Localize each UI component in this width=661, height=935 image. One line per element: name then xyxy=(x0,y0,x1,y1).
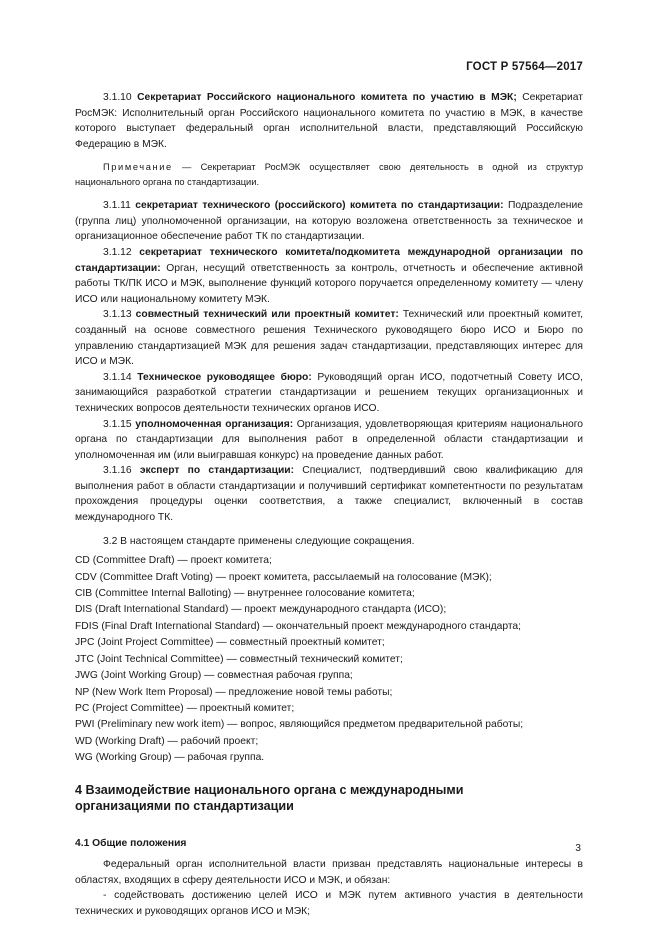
note-text: — Секретариат РосМЭК осуществляет свою деятельность в одной из структур национального органа по стандартизации. xyxy=(75,162,583,187)
list-item: FDIS (Final Draft International Standard) — окончательный проект международного стандарта; xyxy=(75,620,522,632)
list-item: JWG (Joint Working Group) — совместная рабочая группа; xyxy=(75,670,353,682)
list-item: CD (Committee Draft) — проект комитета; xyxy=(75,555,272,567)
term: уполномоченная организация: xyxy=(135,418,294,430)
definition-3-1-15: 3.1.15 уполномоченная организация: Организация, удовлетворяющая критериям национального органа по стандартизации для выполнения работ в определенной области стандартизации и уполномоченная им (или выигравшая конкурс) на проведение данных работ. xyxy=(75,418,583,461)
note-label: Примечание xyxy=(103,162,173,173)
list-item: JPC (Joint Project Committee) — совместный проектный комитет; xyxy=(75,637,385,649)
section-4-heading: 4 Взаимодействие национального органа с международными организациями по стандартизации xyxy=(75,782,464,813)
abbreviations-list xyxy=(75,553,583,766)
abbreviations-intro: 3.2 В настоящем стандарте применены следующие сокращения. xyxy=(103,535,415,547)
list-item: NP (New Work Item Proposal) — предложение новой темы работы; xyxy=(75,686,393,698)
term: совместный технический или проектный комитет: xyxy=(135,309,399,321)
list-item: CIB (Committee Internal Balloting) — внутреннее голосование комитета; xyxy=(75,588,415,600)
term: секретариат технического комитета/подкомитета международной организации по стандартизации: xyxy=(75,246,583,274)
definition-3-1-11: 3.1.11 секретариат технического (российского) комитета по стандартизации: Подразделение (группа лиц) уполномоченной организации, на которую возложена ответственность за техническое и организационное обеспечение работ ТК по стандартизации. xyxy=(75,200,583,243)
list-item: PWI (Preliminary new work item) — вопрос, являющийся предметом предварительной работы; xyxy=(75,719,524,731)
document-header: ГОСТ Р 57564—2017 xyxy=(466,61,583,73)
subsection-4-1-heading: 4.1 Общие положения xyxy=(75,837,187,849)
definition-3-1-14: 3.1.14 Техническое руководящее бюро: Руководящий орган ИСО, подотчетный Совету ИСО, занимающийся разработкой стратегии стандартизации и решением текущих организационных и технических вопросов деятельности технических органов ИСО. xyxy=(75,371,583,414)
definition-3-1-12: 3.1.12 секретариат технического комитета/подкомитета международной организации по стандартизации: Орган, несущий ответственность за контроль, отчетность и обеспечение активной работы ТК/ПК ИСО и МЭК, выполнение функций которого поручается определенному комитету — члену ИСО или национальному комитету МЭК. xyxy=(75,246,583,305)
list-item: WG (Working Group) — рабочая группа. xyxy=(75,752,265,764)
definition-3-1-13: 3.1.13 совместный технический или проектный комитет: Технический или проектный комитет, созданный на основе совместного решения Технического руководящего бюро ИСО и Бюро по управлению стандартизацией МЭК для решения задач стандартизации, представляющих интерес для ИСО и МЭК. xyxy=(75,309,583,368)
list-item: DIS (Draft International Standard) — проект международного стандарта (ИСО); xyxy=(75,604,447,616)
list-item: JTC (Joint Technical Committee) — совместный технический комитет; xyxy=(75,653,403,665)
list-item: WD (Working Draft) — рабочий проект; xyxy=(75,735,259,747)
definition-3-1-10: 3.1.10 Секретариат Российского национального комитета по участию в МЭК; Секретариат РосМЭК: Исполнительный орган Российского национального комитета по участию в МЭК, в качестве которого выступает федеральный орган исполнительной власти, представляющий Российскую Федерацию в МЭК. xyxy=(75,92,583,150)
paragraph: Федеральный орган исполнительной власти призван представлять национальные интересы в областях, входящих в сферу деятельности ИСО и МЭК, и обязан: xyxy=(75,859,583,886)
page-number: 3 xyxy=(575,843,581,854)
list-item: PC (Project Committee) — проектный комитет; xyxy=(75,702,295,714)
term: Секретариат Российского национального комитета по участию в МЭК; xyxy=(137,92,517,103)
list-item: CDV (Committee Draft Voting) — проект комитета, рассылаемый на голосование (МЭК); xyxy=(75,571,492,583)
term: Техническое руководящее бюро: xyxy=(137,371,312,383)
document-body xyxy=(75,90,583,920)
term: эксперт по стандартизации: xyxy=(139,465,295,477)
list-item: - содействовать достижению целей ИСО и МЭК путем активного участия в деятельности технических и руководящих органов ИСО и МЭК; xyxy=(75,890,583,917)
definition-3-1-16: 3.1.16 эксперт по стандартизации: Специалист, подтвердивший свою квалификацию для выполнения работ в области стандартизации и получивший сертификат компетентности по результатам прохождения процедуры оценки соответствия, а также специалист, включенный в состав международного ТК. xyxy=(75,465,583,524)
term: секретариат технического (российского) комитета по стандартизации: xyxy=(135,200,504,212)
note xyxy=(75,160,583,189)
